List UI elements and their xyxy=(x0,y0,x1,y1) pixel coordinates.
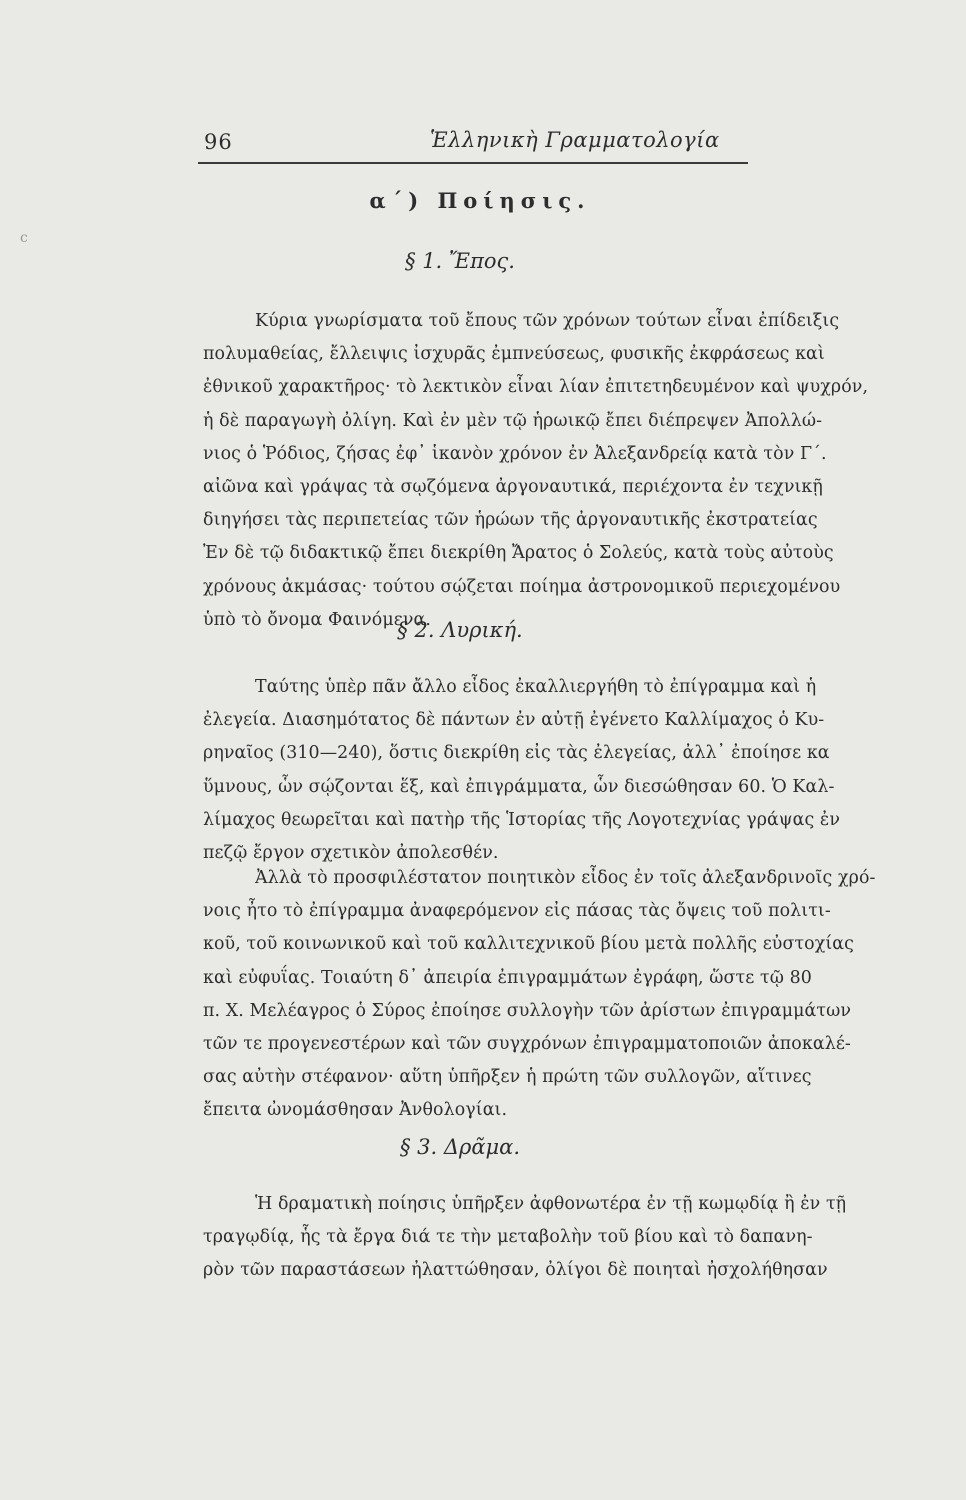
text-line: σας αὐτὴν στέφανον· αὕτη ὑπῆρξεν ἡ πρώτη τῶν συλλογῶν, αἵτινες xyxy=(203,1067,812,1088)
text-line: Κύρια γνωρίσματα τοῦ ἔπους τῶν χρόνων τούτων εἶναι ἐπίδειξις xyxy=(255,311,840,331)
text-line: Ἐν δὲ τῷ διδακτικῷ ἔπει διεκρίθη Ἄρατος ὁ Σολεύς, κατὰ τοὺς αὐτοὺς xyxy=(203,543,834,564)
text-line: τῶν τε προγενεστέρων καὶ τῶν συγχρόνων ἐπιγραμματοποιῶν ἀποκαλέ- xyxy=(203,1033,851,1054)
text-line: Ἡ δραματικὴ ποίησις ὑπῆρξεν ἀφθονωτέρα ἐν τῇ κωμῳδίᾳ ἢ ἐν τῇ xyxy=(255,1194,847,1214)
section-heading-lyric: § 2. Λυρική. xyxy=(397,618,523,642)
text-line: πεζῷ ἔργον σχετικὸν ἀπολεσθέν. xyxy=(203,842,499,863)
text-line: κοῦ, τοῦ κοινωνικοῦ καὶ τοῦ καλλιτεχνικοῦ βίου μετὰ πολλῆς εὐστοχίας xyxy=(203,934,854,955)
text-line: ὕμνους, ὧν σῴζονται ἕξ, καὶ ἐπιγράμματα, ὧν διεσώθησαν 60. Ὁ Καλ- xyxy=(203,776,835,797)
text-line: ὑπὸ τὸ ὄνομα Φαινόμενα. xyxy=(203,609,432,630)
running-title: Ἑλληνικὴ Γραμματολογία xyxy=(430,128,720,152)
text-line: ἔπειτα ὠνομάσθησαν Ἀνθολογίαι. xyxy=(203,1100,508,1121)
text-line: Ταύτης ὑπὲρ πᾶν ἄλλο εἶδος ἐκαλλιεργήθη τὸ ἐπίγραμμα καὶ ἡ xyxy=(255,677,817,697)
section-heading-epos: § 1. Ἔπος. xyxy=(405,249,515,273)
text-line: π. Χ. Μελέαγρος ὁ Σύρος ἐποίησε συλλογὴν τῶν ἀρίστων ἐπιγραμμάτων xyxy=(203,1000,852,1021)
page-header xyxy=(198,128,748,164)
text-line: ἐλεγεία. Διασημότατος δὲ πάντων ἐν αὐτῇ ἐγένετο Καλλίμαχος ὁ Κυ- xyxy=(203,710,825,731)
text-line: διηγήσει τὰς περιπετείας τῶν ἡρώων τῆς ἀργοναυτικῆς ἐκστρατείας xyxy=(203,510,818,531)
text-line: ἐθνικοῦ χαρακτῆρος· τὸ λεκτικὸν εἶναι λίαν ἐπιτετηδευμένον καὶ ψυχρόν, xyxy=(203,377,869,398)
text-line: καὶ εὐφυΐας. Τοιαύτη δ᾽ ἀπειρία ἐπιγραμμάτων ἐγράφη, ὥστε τῷ 80 xyxy=(203,967,812,988)
text-line: νιος ὁ Ῥόδιος, ζήσας ἐφ᾽ ἱκανὸν χρόνον ἐν Ἀλεξανδρείᾳ κατὰ τὸν Γ΄. xyxy=(203,443,827,464)
text-line: πολυμαθείας, ἔλλειψις ἰσχυρᾶς ἐμπνεύσεως, φυσικῆς ἐκφράσεως καὶ xyxy=(203,344,825,365)
margin-mark: c xyxy=(20,230,28,246)
page-number: 96 xyxy=(204,130,233,154)
text-line: Ἀλλὰ τὸ προσφιλέστατον ποιητικὸν εἶδος ἐν τοῖς ἀλεξανδρινοῖς χρό- xyxy=(255,868,876,888)
paragraph-drama xyxy=(203,1188,938,1288)
paragraph-lyric-1 xyxy=(203,671,938,870)
paragraph-epos xyxy=(203,305,938,637)
text-line: ἡ δὲ παραγωγὴ ὀλίγη. Καὶ ἐν μὲν τῷ ἡρωικῷ ἔπει διέπρεψεν Ἀπολλώ- xyxy=(203,410,823,431)
text-line: ρηναῖος (310—240), ὅστις διεκρίθη εἰς τὰς ἐλεγείας, ἀλλ᾽ ἐποίησε κα xyxy=(203,743,830,764)
text-line: χρόνους ἀκμάσας· τούτου σῴζεται ποίημα ἀστρονομικοῦ περιεχομένου xyxy=(203,576,841,597)
text-line: ρὸν τῶν παραστάσεων ἠλαττώθησαν, ὀλίγοι δὲ ποιηταὶ ἠσχολήθησαν xyxy=(203,1260,828,1281)
text-line: νοις ἦτο τὸ ἐπίγραμμα ἀναφερόμενον εἰς πάσας τὰς ὄψεις τοῦ πολιτι- xyxy=(203,901,831,922)
text-line: αἰῶνα καὶ γράψας τὰ σῳζόμενα ἀργοναυτικά, περιέχοντα ἐν τεχνικῇ xyxy=(203,476,823,497)
section-heading-drama: § 3. Δρᾶμα. xyxy=(399,1135,521,1159)
paragraph-lyric-2 xyxy=(203,862,938,1128)
header-rule xyxy=(198,162,748,164)
text-line: τραγῳδίᾳ, ἧς τὰ ἔργα διά τε τὴν μεταβολὴν τοῦ βίου καὶ τὸ δαπανη- xyxy=(203,1227,813,1248)
part-title: α΄) Ποίησις. xyxy=(369,188,591,213)
text-line: λίμαχος θεωρεῖται καὶ πατὴρ τῆς Ἱστορίας τῆς Λογοτεχνίας γράψας ἐν xyxy=(203,809,841,830)
